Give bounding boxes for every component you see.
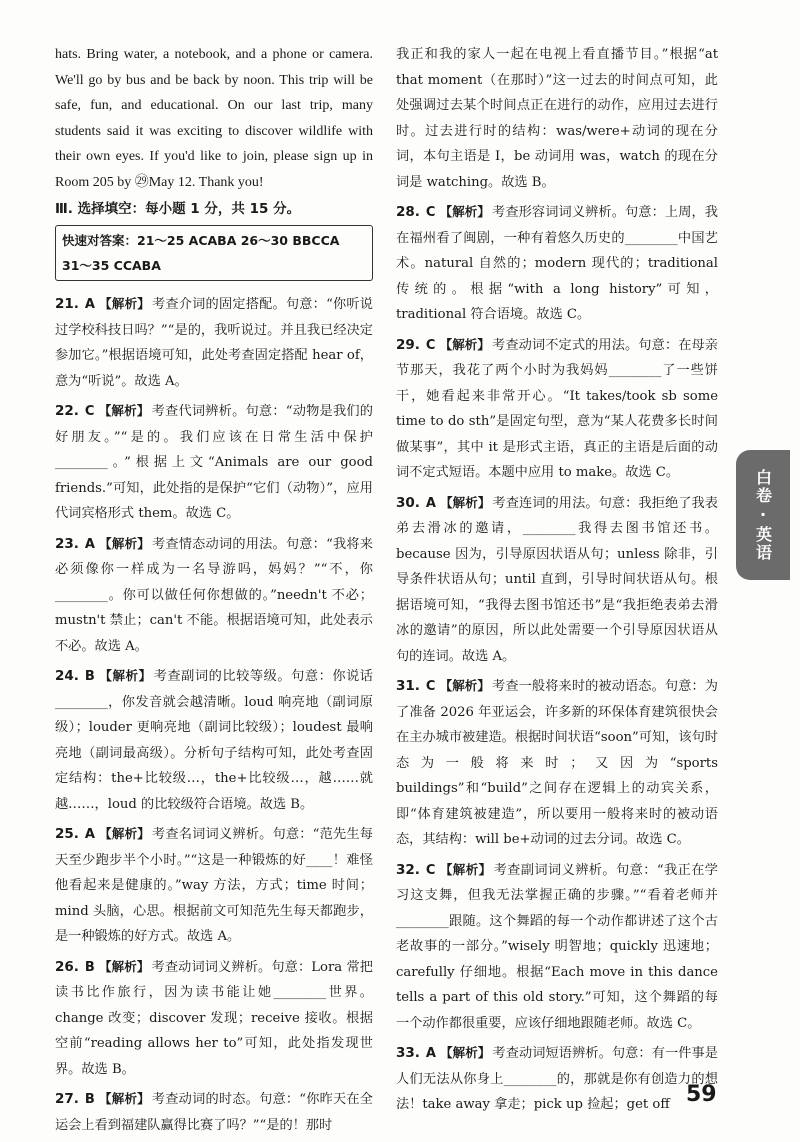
explanation-text: 考查介词的固定搭配。句意：“你听说过学校科技日吗？”“是的，我听说过。并且我已经决定参加它。”根据语境可知，此处考查固定搭配 hear of，意为“听说”。故选 A。: [55, 297, 373, 389]
analysis-tag: 【解析】: [439, 1045, 491, 1060]
answer-letter: C: [425, 862, 436, 878]
answer-explanation: [55, 821, 373, 950]
answer-letter: C: [84, 404, 95, 419]
explanation-text: 考查动词短语辨析。句意：有一件事是人们无法从你身上________的，那就是你有创造力的想法！take away 拿走；pick up 捡起；get off: [396, 1046, 718, 1112]
analysis-tag: 【解析】: [98, 958, 150, 974]
question-number: 33.: [396, 1045, 420, 1061]
question-number: 31.: [396, 678, 420, 694]
answer-letter: B: [84, 669, 95, 684]
left-answer-list: [55, 291, 373, 1138]
quick-answers-box: [55, 225, 373, 281]
analysis-tag: 【解析】: [439, 678, 491, 693]
question-number: 30.: [396, 494, 420, 511]
quick-answers-line: 31～35 CCABA: [62, 258, 161, 273]
answer-explanation: [396, 199, 718, 328]
continued-explanation: 我正和我的家人一起在电视上看直播节目。”根据“at that moment（在那时）”这一过去的时间点可知，此处强调过去某个时间点正在进行的动作，应用过去进行时。过去进行时的结构：was/were+动词的现在分词，本句主语是 I，be 动词用 was，watch 的现在分词是 watching。故选 B。: [396, 47, 718, 190]
explanation-text: 考查副词的比较等级。句意：你说话________，你发音就会越清晰。loud 响亮地（副词原级）；louder 更响亮地（副词比较级）；loudest 最响亮地（副词最高级）。分析句子结构可知，此处考查固定结构：the+比较级…，the+比较级…，越……就越……，loud 的比较级符合语境。故选 B。: [55, 669, 373, 812]
right-answer-list: [396, 199, 718, 1118]
explanation-text: 考查情态动词的用法。句意：“我将来必须像你一样成为一名导游吗，妈妈？”“不，你________。你可以做任何你想做的。”needn't 不必；mustn't 禁止；can't 不能。根据语境可知，此处表示不必。故选 A。: [55, 536, 373, 654]
reading-passage-tail: hats. Bring water, a notebook, and a phone or camera. We'll go by bus and be back by noon. This trip will be safe, fun, and educational. On our last trip, many students said it was exciting to discover wildlife with their own eyes. If you'd like to join, please sign up in Room 205 by ㉙May 12. Thank you!: [55, 47, 373, 190]
explanation-text: 考查一般将来时的被动语态。句意：为了准备 2026 年亚运会，许多新的环保体育建筑很快会在主办城市被建造。根据时间状语“soon”可知，该句时态为一般将来时；又因为“sports buildings”和“build”之间存在逻辑上的动宾关系，即“体育建筑被建造”，所以要用一般将来时的被动语态，其结构：will be+动词的过去分词。故选 C。: [396, 679, 718, 847]
explanation-text: 考查动词的时态。句意：“你昨天在全运会上看到福建队赢得比赛了吗？”“是的！那时: [55, 1092, 373, 1133]
analysis-tag: 【解析】: [98, 1091, 150, 1106]
side-tab: 白卷·英语: [736, 450, 790, 580]
question-number: 27.: [55, 1091, 79, 1107]
answer-explanation: [55, 954, 373, 1083]
question-number: 24.: [55, 668, 79, 684]
analysis-tag: 【解析】: [439, 494, 491, 510]
analysis-tag: 【解析】: [439, 861, 492, 877]
explanation-text: 考查副词词义辨析。句意：“我正在学习这支舞，但我无法掌握正确的步骤。”“看着老师并________跟随。这个舞蹈的每一个动作都讲述了这个古老故事的一部分。”wisely 明智地；quickly 迅速地；carefully 仔细地。根据“Each move in this dance tells a part of this old story.”可知，这个舞蹈的每一个动作都很重要，应该仔细地跟随老师。故选 C。: [396, 862, 718, 1031]
answer-letter: A: [84, 297, 95, 312]
answer-letter: C: [425, 679, 436, 694]
answer-letter: B: [84, 1092, 95, 1107]
question-number: 21.: [55, 296, 79, 312]
analysis-tag: 【解析】: [98, 403, 150, 418]
analysis-tag: 【解析】: [98, 296, 150, 311]
question-number: 23.: [55, 535, 79, 552]
analysis-tag: 【解析】: [439, 204, 491, 219]
answer-explanation: [396, 332, 718, 486]
question-number: 25.: [55, 826, 79, 842]
answer-letter: C: [425, 337, 436, 353]
question-number: 29.: [396, 336, 420, 353]
answer-explanation: [396, 490, 718, 670]
answer-letter: A: [425, 1046, 436, 1061]
quick-answers-line: 快速对答案：21～25 ACABA 26～30 BBCCA: [62, 233, 340, 248]
answer-explanation: [55, 291, 373, 394]
answer-explanation: [396, 1040, 718, 1118]
answer-letter: B: [84, 959, 95, 975]
analysis-tag: 【解析】: [98, 535, 150, 551]
analysis-tag: 【解析】: [98, 668, 152, 683]
analysis-tag: 【解析】: [439, 336, 491, 352]
question-number: 32.: [396, 861, 420, 878]
explanation-text: 考查代词辨析。句意：“动物是我们的好朋友。”“是的。我们应该在日常生活中保护________。”根据上文“Animals are our good friends.”可知，此处指的是保护“它们（动物）”，应用代词宾格形式 them。故选 C。: [55, 404, 373, 521]
question-number: 26.: [55, 958, 79, 975]
section-title: Ⅲ. 选择填空：每小题 1 分，共 15 分。: [55, 201, 301, 217]
answer-letter: A: [84, 827, 95, 842]
explanation-text: 考查动词词义辨析。句意：Lora 常把读书比作旅行，因为读书能让她________世界。change 改变；discover 发现；receive 接收。根据空前“reading allows her to”可知，此处指发现世界。故选 B。: [55, 959, 373, 1077]
answer-explanation: [396, 857, 718, 1037]
page-number: 59: [686, 1082, 717, 1107]
answer-explanation: [55, 1086, 373, 1138]
explanation-text: 考查形容词词义辨析。句意：上周，我在福州看了闽剧，一种有着悠久历史的________中国艺术。natural 自然的；modern 现代的；traditional 传统的。根据“with a long history”可知，traditional 符合语境。故选 C。: [396, 205, 718, 322]
explanation-text: 考查名词词义辨析。句意：“范先生每天至少跑步半个小时。”“这是一种锻炼的好____！难怪他看起来是健康的。”way 方法，方式；time 时间；mind 头脑，心思。根据前文可知范先生每天都跑步，是一种锻炼的好方式。故选 A。: [55, 827, 373, 944]
analysis-tag: 【解析】: [98, 826, 150, 841]
answer-explanation: [55, 398, 373, 527]
answer-explanation: [396, 673, 718, 853]
answer-explanation: [55, 531, 373, 660]
explanation-text: 考查连词的用法。句意：我拒绝了我表弟去滑冰的邀请，________我得去图书馆还书。because 因为，引导原因状语从句；unless 除非，引导条件状语从句；until 直到，引导时间状语从句。根据语境可知，“我得去图书馆还书”是“我拒绝表弟去滑冰的邀请”的原因，所以此处需要一个引导原因状语从句的连词。故选 A。: [396, 495, 718, 664]
answer-explanation: [55, 663, 373, 817]
question-number: 22.: [55, 403, 79, 419]
answer-letter: A: [425, 495, 436, 511]
right-column: [396, 42, 718, 1122]
question-number: 28.: [396, 204, 420, 220]
explanation-text: 考查动词不定式的用法。句意：在母亲节那天，我花了两个小时为我妈妈________了一些饼干，她看起来非常开心。“It takes/took sb some time to do sth”是固定句型，意为“某人花费多长时间做某事”，其中 it 是形式主语，真正的主语是后面的动词不定式短语。本题中应用 to make。故选 C。: [396, 337, 718, 480]
left-column: [55, 42, 373, 1142]
answer-letter: C: [425, 205, 436, 220]
answer-letter: A: [84, 536, 95, 552]
